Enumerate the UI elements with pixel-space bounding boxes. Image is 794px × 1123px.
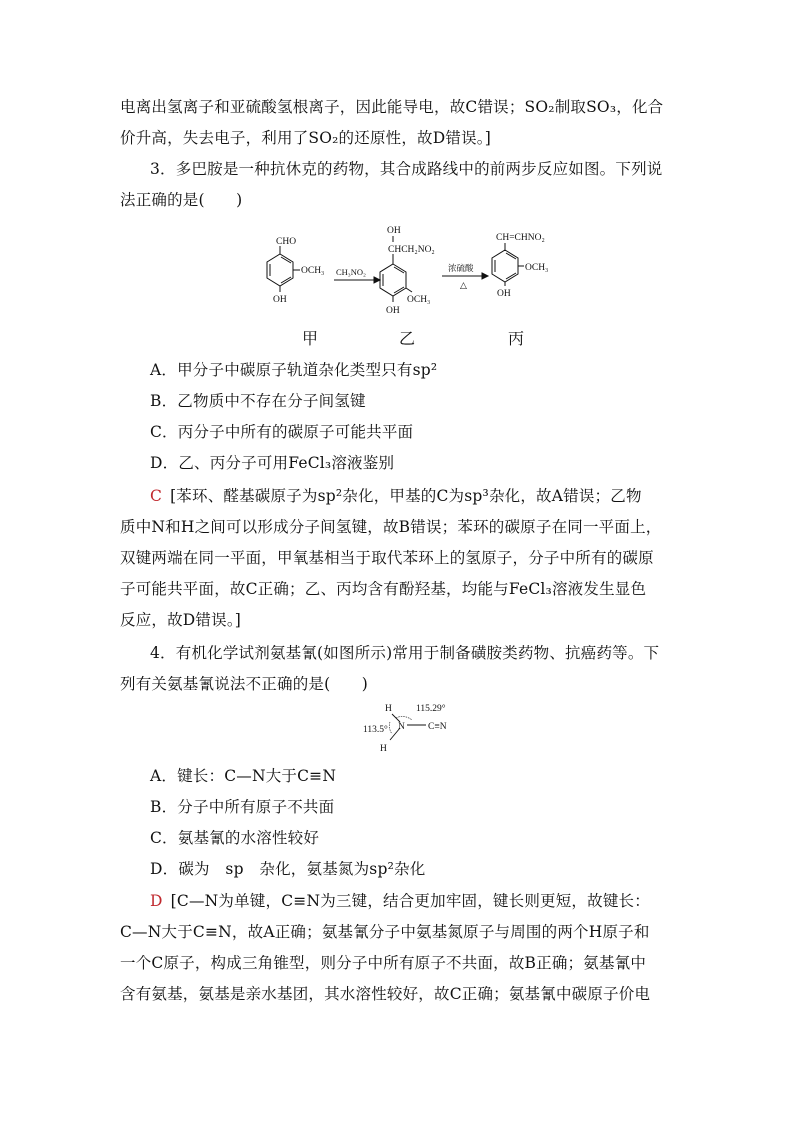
answer-letter: D: [150, 892, 163, 910]
reaction-arrow-2: [442, 273, 488, 279]
option-d: D．碳为 sp 杂化，氨基氮为sp²杂化: [150, 860, 426, 878]
question-3-stem: 3．多巴胺是一种抗休克的药物，其合成路线中的前两步反应如图。下列说: [150, 160, 663, 178]
option-a: A．甲分子中碳原子轨道杂化类型只有sp²: [150, 361, 438, 379]
explanation-line: 双键两端在同一平面，甲氧基相当于取代苯环上的氢原子，分子中所有的碳原: [120, 549, 654, 567]
explanation-line: [150, 890, 676, 912]
option-d: D．乙、丙分子可用FeCl₃溶液鉴别: [150, 454, 395, 472]
caption-yi: 乙: [399, 329, 416, 348]
hydrogen-atom: H: [380, 744, 387, 754]
explanation-line: 一个C原子，构成三角锥型，则分子中所有原子不共面，故B正确；氨基氰中: [120, 954, 647, 972]
caption-bing: 丙: [508, 329, 525, 348]
option-c: C．氨基氰的水溶性较好: [150, 829, 320, 847]
text-line: 电离出氢离子和亚硫酸氢根离子，因此能导电，故C错误；SO₂制取SO₃，化合: [120, 98, 664, 116]
och3-label: OCH₃: [525, 263, 549, 273]
molecule-bing: [492, 243, 524, 286]
explanation-text: [苯环、醛基碳原子为sp²杂化，甲基的C为sp³杂化，故A错误；乙物: [170, 487, 642, 505]
question-4-stem: 4．有机化学试剂氨基氰(如图所示)常用于制备磺胺类药物、抗癌药等。下: [150, 644, 660, 662]
explanation-line: C—N大于C≡N，故A正确；氨基氰分子中氨基氮原子与周围的两个H原子和: [120, 923, 650, 941]
reagent-label: 浓硫酸: [448, 263, 474, 273]
question-3-stem: 法正确的是( ): [120, 191, 243, 209]
cho-label: CHO: [276, 237, 297, 247]
option-c: C．丙分子中所有的碳原子可能共平面: [150, 423, 414, 441]
hydrogen-atom: H: [385, 704, 392, 714]
caption-jia: 甲: [302, 329, 319, 348]
och3-label: OCH₃: [407, 295, 431, 305]
molecule-jia: [267, 246, 300, 292]
heat-condition: △: [460, 280, 467, 290]
reaction-arrow-1: [334, 277, 380, 283]
explanation-line: [150, 485, 676, 507]
angle-label: 115.29°: [416, 704, 446, 714]
cyano-group: C≡N: [428, 722, 447, 732]
option-a: A．键长：C—N大于C≡N: [150, 767, 337, 785]
explanation-line: 含有氨基，氨基是亲水基团，其水溶性较好，故C正确；氨基氰中碳原子价电: [120, 985, 651, 1003]
oh-label: OH: [387, 226, 401, 236]
question-4-stem: 列有关氨基氰说法不正确的是( ): [120, 675, 368, 693]
oh-label: OH: [497, 289, 511, 299]
oh-label: OH: [273, 295, 287, 305]
explanation-line: 反应，故D错误。]: [120, 611, 242, 629]
answer-letter: C: [150, 487, 163, 505]
reagent-label: CH₃NO₂: [336, 267, 367, 277]
nitrogen-atom: N: [398, 722, 405, 732]
reaction-scheme-diagram: [250, 222, 570, 322]
explanation-line: 子可能共平面，故C正确；乙、丙均含有酚羟基，均能与FeCl₃溶液发生显色: [120, 580, 647, 598]
chchno2-label: CH=CHNO₂: [496, 233, 545, 243]
explanation-line: 质中N和H之间可以形成分子间氢键，故B错误；苯环的碳原子在同一平面上，: [120, 518, 662, 536]
chch2no2-label: CHCH₂NO₂: [388, 245, 435, 255]
option-b: B．分子中所有原子不共面: [150, 798, 335, 816]
option-b: B．乙物质中不存在分子间氢键: [150, 392, 366, 410]
explanation-text: [C—N为单键，C≡N为三键，结合更加牢固，键长则更短，故键长：: [170, 892, 650, 910]
angle-label: 113.5°: [363, 725, 388, 735]
oh-label: OH: [386, 306, 400, 316]
cyanamide-structure-diagram: [360, 700, 480, 762]
och3-label: OCH₃: [301, 266, 325, 276]
text-line: 价升高，失去电子，利用了SO₂的还原性，故D错误。]: [120, 129, 491, 147]
